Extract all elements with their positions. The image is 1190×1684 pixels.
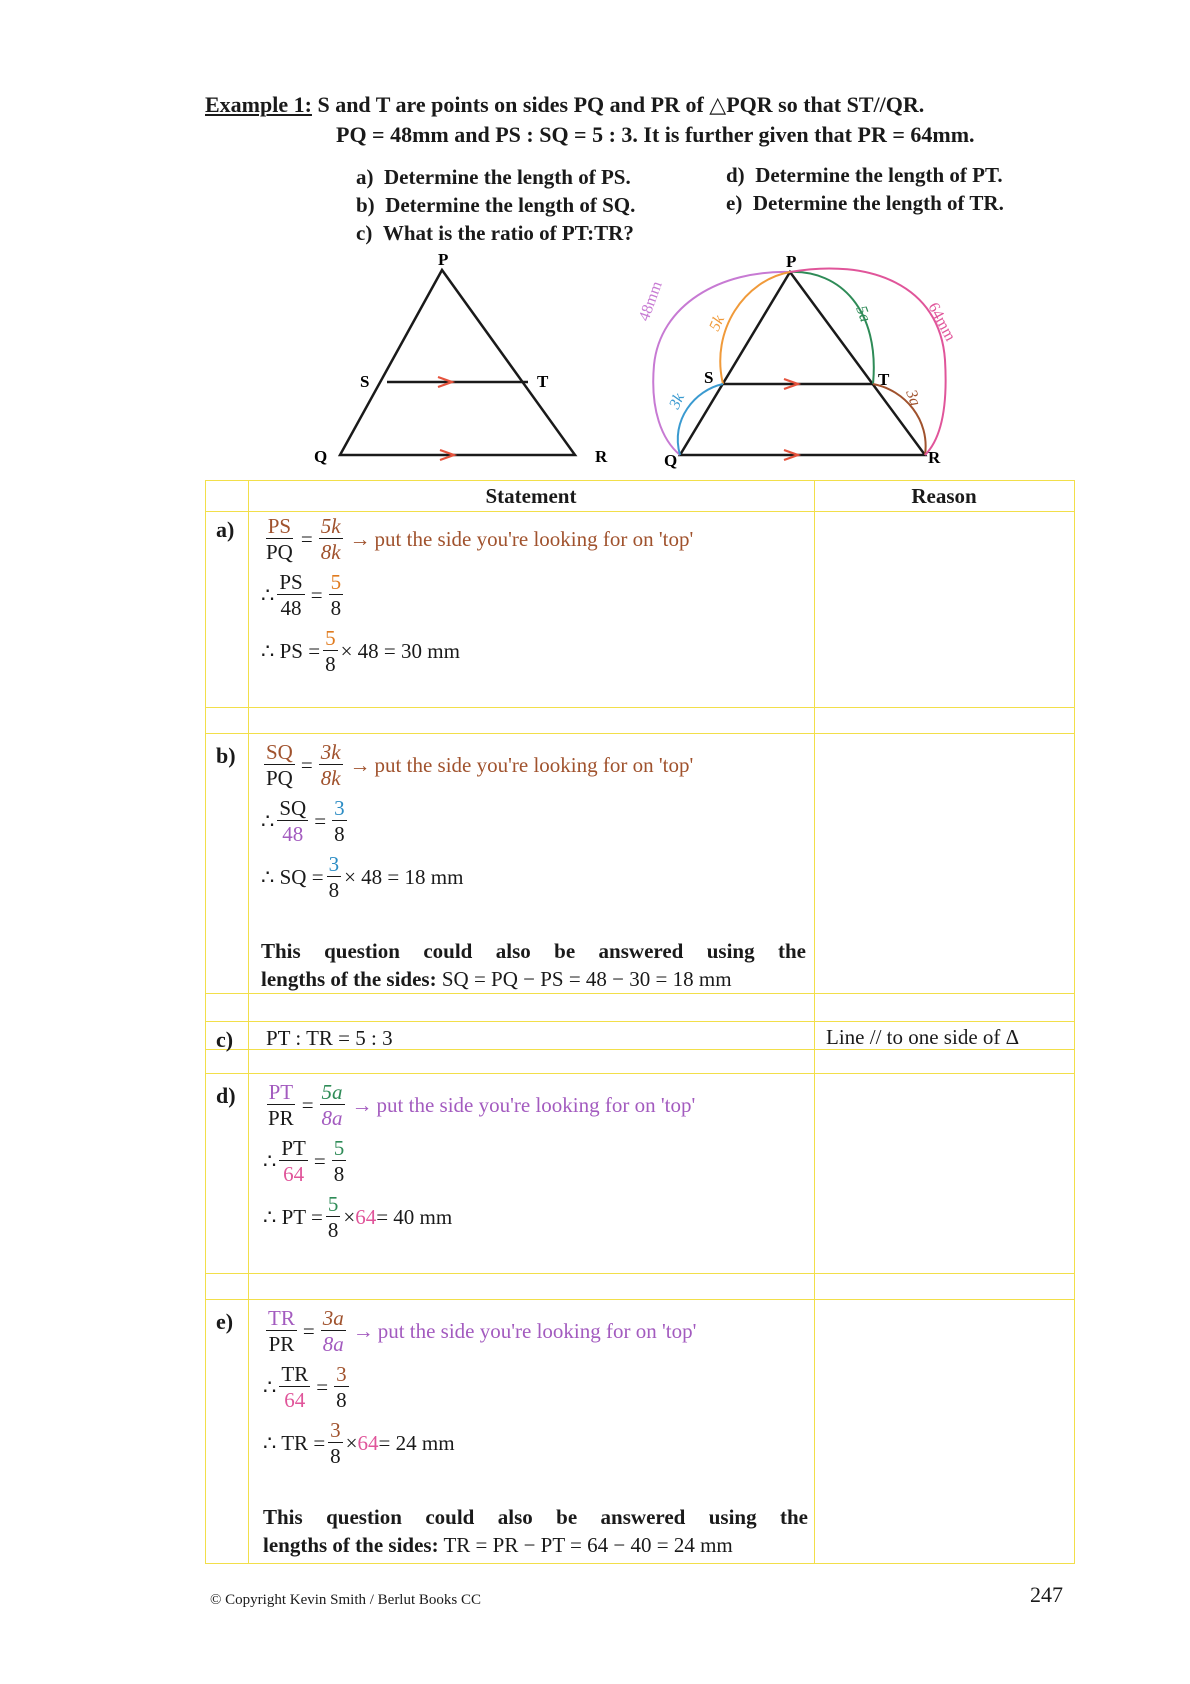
question-item: c) What is the ratio of PT:TR?: [356, 221, 634, 245]
point-r: R: [928, 448, 941, 467]
arc-pq: [653, 272, 790, 455]
labelled-triangle-diagram: [635, 250, 970, 470]
header-statement: Statement: [485, 484, 577, 508]
label-3a: 3a: [902, 387, 924, 409]
row-c-statement: PT : TR = 5 : 3: [266, 1026, 393, 1050]
row-label-c: c): [216, 1027, 234, 1052]
row-e-note: This question could also be answered using the lengths of the sides: TR = PR − PT = 64 − 40 = 24 mm: [263, 1505, 808, 1557]
point-r: R: [595, 447, 608, 466]
row-d-statement: $\frac{PT}{PR}$ = $\frac{5a}{8a}$ → put the side you're looking for on 'top' ∴ $\frac{PT}{64}$ = $\frac{5}{8}$ ∴ PT = $\frac{5}{8}$ × 64 = 40 mm: [263, 1080, 696, 1243]
triangle-diagram: [310, 250, 630, 470]
point-p: P: [786, 252, 797, 271]
heading-line2: PQ = 48mm and PS : SQ = 5 : 3. It is further given that PR = 64mm.: [336, 122, 975, 147]
hint-text: put the side you're looking for on 'top': [374, 752, 694, 777]
point-q: Q: [314, 447, 328, 466]
row-e-statement: $\frac{TR}{PR}$ = $\frac{3a}{8a}$ → put the side you're looking for on 'top' ∴ $\frac{TR}{64}$ = $\frac{3}{8}$ ∴ TR = $\frac{3}{8}$ × 64 = 24 mm: [263, 1306, 697, 1469]
copyright: © Copyright Kevin Smith / Berlut Books CC: [210, 1592, 481, 1608]
label-48mm: 48mm: [635, 279, 666, 324]
label-64mm: 64mm: [924, 299, 959, 344]
example-label: Example 1:: [205, 92, 312, 117]
label-3k: 3k: [666, 390, 689, 412]
row-c-reason: Line // to one side of Δ: [826, 1025, 1020, 1049]
question-item: a) Determine the length of PS.: [356, 165, 631, 189]
hint-text: put the side you're looking for on 'top': [374, 526, 694, 551]
row-b-statement: $\frac{SQ}{PQ}$ = $\frac{3k}{8k}$ → put the side you're looking for on 'top' ∴ $\frac{SQ}{48}$ = $\frac{3}{8}$ ∴ SQ = $\frac{3}{8}$ × 48 = 18 mm: [261, 740, 694, 903]
row-label-b: b): [216, 743, 236, 768]
solution-table: [205, 480, 1075, 1564]
row-label-d: d): [216, 1083, 236, 1108]
row-label-a: a): [216, 517, 235, 542]
hint-text: put the side you're looking for on 'top': [376, 1092, 696, 1117]
question-item: e) Determine the length of TR.: [726, 191, 1004, 215]
point-q: Q: [664, 451, 678, 470]
page-number: 247: [1030, 1582, 1063, 1607]
heading-line1: S and T are points on sides PQ and PR of △PQR so that ST//QR.: [317, 92, 925, 117]
label-5a: 5a: [852, 303, 874, 325]
hint-text: put the side you're looking for on 'top': [377, 1318, 697, 1343]
point-s: S: [360, 372, 370, 391]
point-t: T: [537, 372, 549, 391]
point-p: P: [438, 250, 449, 269]
question-item: d) Determine the length of PT.: [726, 163, 1003, 187]
header-reason: Reason: [911, 484, 977, 508]
row-a-statement: $\frac{PS}{PQ}$ = $\frac{5k}{8k}$ → put the side you're looking for on 'top' ∴ $\frac{PS}{48}$ = $\frac{5}{8}$ ∴ PS = $\frac{5}{8}$ × 48 = 30 mm: [261, 514, 694, 677]
row-label-e: e): [216, 1309, 234, 1334]
example-heading: [205, 92, 924, 118]
label-5k: 5k: [706, 312, 729, 334]
point-s: S: [704, 368, 714, 387]
point-t: T: [878, 370, 890, 389]
question-item: b) Determine the length of SQ.: [356, 193, 636, 217]
questions-left: [356, 163, 635, 247]
row-b-note: This question could also be answered using the lengths of the sides: SQ = PQ − PS = 48 − 30 = 18 mm: [261, 939, 806, 991]
questions-right: [726, 161, 1004, 217]
